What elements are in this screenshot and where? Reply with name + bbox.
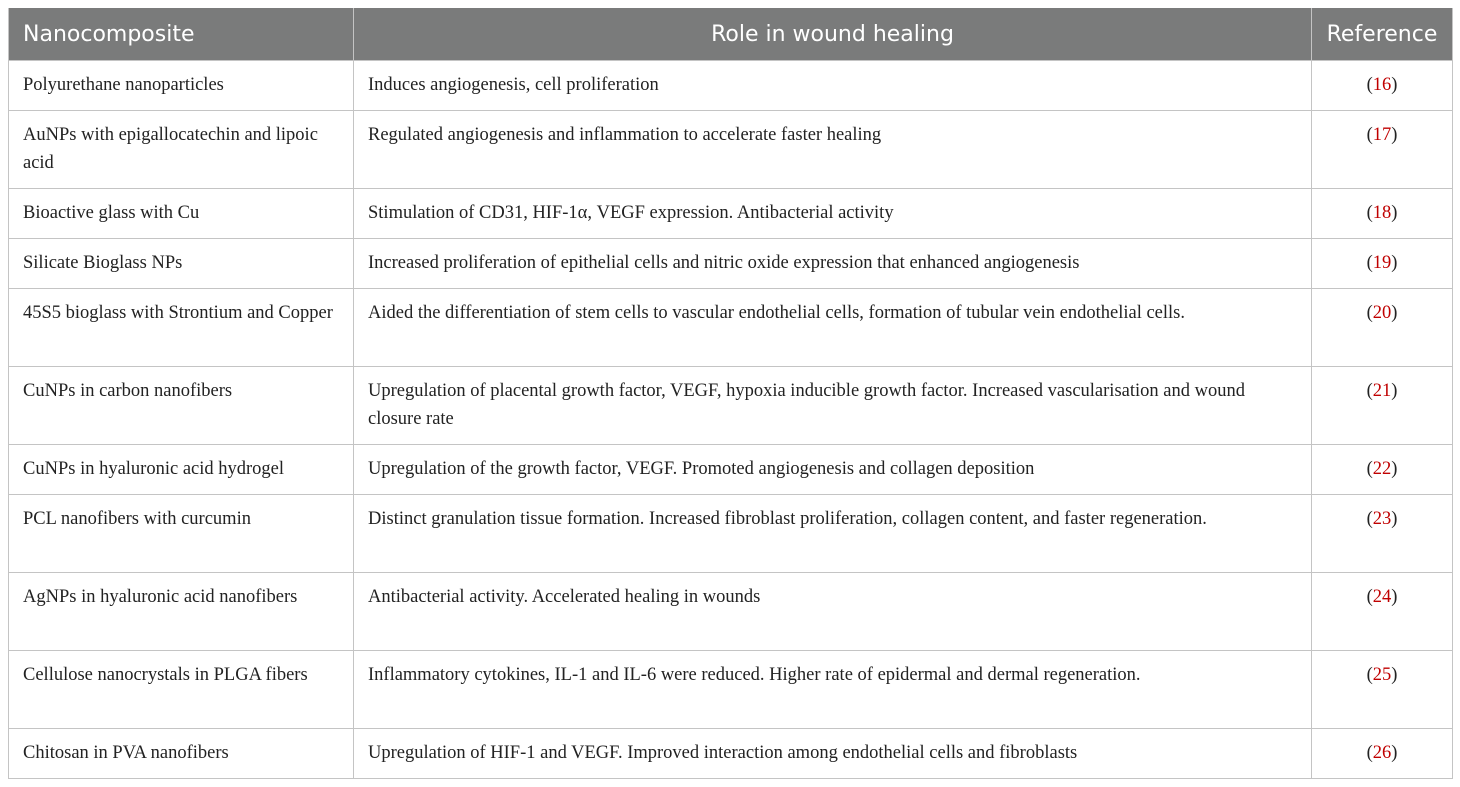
cell-role: Increased proliferation of epithelial cells and nitric oxide expression that enhanced angiogenesis [354, 239, 1312, 289]
cell-nanocomposite: AuNPs with epigallocatechin and lipoic acid [9, 111, 354, 189]
cell-nanocomposite: Polyurethane nanoparticles [9, 61, 354, 111]
header-nanocomposite: Nanocomposite [9, 8, 354, 61]
cell-role: Upregulation of placental growth factor, VEGF, hypoxia inducible growth factor. Increased vascularisation and wound closure rate [354, 367, 1312, 445]
reference-link[interactable]: 21 [1372, 381, 1392, 401]
header-reference: Reference [1312, 8, 1453, 61]
reference-link[interactable]: 23 [1372, 509, 1392, 529]
table-header [9, 8, 1453, 61]
table-row [9, 239, 1453, 289]
cell-reference: (17) [1312, 111, 1453, 189]
table-row [9, 573, 1453, 651]
table-row [9, 61, 1453, 111]
table-row [9, 189, 1453, 239]
cell-role: Regulated angiogenesis and inflammation to accelerate faster healing [354, 111, 1312, 189]
table-row [9, 729, 1453, 779]
table-row [9, 445, 1453, 495]
reference-link[interactable]: 25 [1372, 665, 1392, 685]
cell-reference: (23) [1312, 495, 1453, 573]
table-row [9, 367, 1453, 445]
cell-role: Induces angiogenesis, cell proliferation [354, 61, 1312, 111]
table-row [9, 289, 1453, 367]
reference-link[interactable]: 17 [1372, 125, 1392, 145]
table-row [9, 495, 1453, 573]
cell-nanocomposite: PCL nanofibers with curcumin [9, 495, 354, 573]
cell-nanocomposite: AgNPs in hyaluronic acid nanofibers [9, 573, 354, 651]
reference-link[interactable]: 24 [1372, 587, 1392, 607]
cell-nanocomposite: Chitosan in PVA nanofibers [9, 729, 354, 779]
cell-role: Stimulation of CD31, HIF-1α, VEGF expression. Antibacterial activity [354, 189, 1312, 239]
reference-link[interactable]: 19 [1372, 253, 1392, 273]
reference-link[interactable]: 20 [1372, 303, 1392, 323]
header-row [9, 8, 1453, 61]
cell-nanocomposite: Cellulose nanocrystals in PLGA fibers [9, 651, 354, 729]
nanocomposite-table-container [8, 8, 1452, 779]
table-body [9, 61, 1453, 779]
cell-role: Distinct granulation tissue formation. Increased fibroblast proliferation, collagen content, and faster regeneration. [354, 495, 1312, 573]
cell-reference: (24) [1312, 573, 1453, 651]
cell-role: Inflammatory cytokines, IL-1 and IL-6 were reduced. Higher rate of epidermal and dermal regeneration. [354, 651, 1312, 729]
cell-reference: (22) [1312, 445, 1453, 495]
cell-nanocomposite: 45S5 bioglass with Strontium and Copper [9, 289, 354, 367]
cell-reference: (19) [1312, 239, 1453, 289]
cell-nanocomposite: Bioactive glass with Cu [9, 189, 354, 239]
reference-link[interactable]: 18 [1372, 203, 1392, 223]
cell-role: Upregulation of HIF-1 and VEGF. Improved interaction among endothelial cells and fibroblasts [354, 729, 1312, 779]
cell-role: Antibacterial activity. Accelerated healing in wounds [354, 573, 1312, 651]
table-row [9, 111, 1453, 189]
cell-reference: (16) [1312, 61, 1453, 111]
cell-reference: (26) [1312, 729, 1453, 779]
reference-link[interactable]: 16 [1372, 75, 1392, 95]
cell-reference: (25) [1312, 651, 1453, 729]
cell-reference: (20) [1312, 289, 1453, 367]
reference-link[interactable]: 22 [1372, 459, 1392, 479]
cell-reference: (18) [1312, 189, 1453, 239]
cell-nanocomposite: CuNPs in hyaluronic acid hydrogel [9, 445, 354, 495]
cell-reference: (21) [1312, 367, 1453, 445]
header-role: Role in wound healing [354, 8, 1312, 61]
cell-nanocomposite: Silicate Bioglass NPs [9, 239, 354, 289]
cell-role: Upregulation of the growth factor, VEGF. Promoted angiogenesis and collagen deposition [354, 445, 1312, 495]
reference-link[interactable]: 26 [1372, 743, 1392, 763]
table-row [9, 651, 1453, 729]
cell-nanocomposite: CuNPs in carbon nanofibers [9, 367, 354, 445]
nanocomposite-table [8, 8, 1453, 779]
cell-role: Aided the differentiation of stem cells to vascular endothelial cells, formation of tubular vein endothelial cells. [354, 289, 1312, 367]
